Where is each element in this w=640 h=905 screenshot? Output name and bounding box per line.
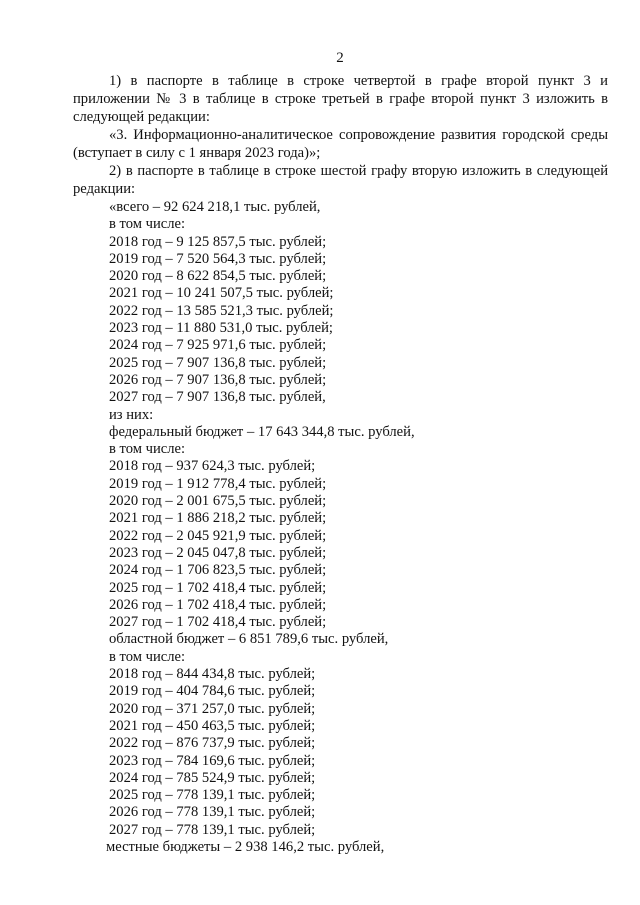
regional-budget-total: областной бюджет – 6 851 789,6 тыс. рублей, (109, 631, 389, 648)
of-which-label: из них: (109, 406, 154, 423)
funding-line: 2018 год – 937 624,3 тыс. рублей; (109, 458, 316, 475)
funding-line: 2025 год – 7 907 136,8 тыс. рублей; (109, 354, 327, 371)
federal-budget-total: федеральный бюджет – 17 643 344,8 тыс. рублей, (109, 423, 415, 440)
funding-line: 2024 год – 7 925 971,6 тыс. рублей; (109, 337, 327, 354)
quoted-item-3: «3. Информационно-аналитическое сопровождение развития городской среды (вступает в силу с 1 января 2023 года)»; (73, 127, 608, 161)
funding-line: 2022 год – 13 585 521,3 тыс. рублей; (109, 302, 334, 319)
document-body (73, 72, 608, 855)
funding-line: 2026 год – 778 139,1 тыс. рублей; (109, 804, 316, 821)
funding-line: 2020 год – 2 001 675,5 тыс. рублей; (109, 493, 327, 510)
funding-line: 2019 год – 7 520 564,3 тыс. рублей; (109, 250, 327, 267)
funding-list (73, 198, 608, 855)
funding-line: 2018 год – 844 434,8 тыс. рублей; (109, 666, 316, 683)
funding-line: 2023 год – 2 045 047,8 тыс. рублей; (109, 544, 327, 561)
funding-line: 2027 год – 7 907 136,8 тыс. рублей, (109, 389, 326, 406)
including-label: в том числе: (109, 441, 186, 458)
including-label: в том числе: (109, 216, 186, 233)
funding-line: 2022 год – 2 045 921,9 тыс. рублей; (109, 527, 327, 544)
funding-total: «всего – 92 624 218,1 тыс. рублей, (109, 199, 321, 215)
local-budgets-total: местные бюджеты – 2 938 146,2 тыс. рублей, (106, 838, 385, 855)
funding-line: 2018 год – 9 125 857,5 тыс. рублей; (109, 233, 327, 250)
funding-line: 2021 год – 450 463,5 тыс. рублей; (109, 717, 316, 734)
funding-line: 2021 год – 1 886 218,2 тыс. рублей; (109, 510, 327, 527)
funding-line: 2022 год – 876 737,9 тыс. рублей; (109, 735, 316, 752)
amendment-paragraph-1: 1) в паспорте в таблице в строке четвертой в графе второй пункт 3 и приложении № 3 в таблице в строке третьей в графе второй пункт 3 изложить в следующей редакции: (73, 73, 608, 125)
funding-line: 2023 год – 11 880 531,0 тыс. рублей; (109, 320, 333, 337)
amendment-paragraph-2: 2) в паспорте в таблице в строке шестой графу вторую изложить в следующей редакции: (73, 163, 608, 197)
funding-line: 2024 год – 785 524,9 тыс. рублей; (109, 769, 316, 786)
funding-line: 2020 год – 8 622 854,5 тыс. рублей; (109, 268, 327, 285)
including-label: в том числе: (109, 648, 186, 665)
funding-line: 2024 год – 1 706 823,5 тыс. рублей; (109, 562, 327, 579)
funding-line: 2027 год – 1 702 418,4 тыс. рублей; (109, 614, 327, 631)
funding-line: 2020 год – 371 257,0 тыс. рублей; (109, 700, 316, 717)
funding-line: 2019 год – 1 912 778,4 тыс. рублей; (109, 475, 327, 492)
funding-line: 2026 год – 1 702 418,4 тыс. рублей; (109, 596, 327, 613)
funding-line: 2025 год – 1 702 418,4 тыс. рублей; (109, 579, 327, 596)
funding-line: 2023 год – 784 169,6 тыс. рублей; (109, 752, 316, 769)
funding-line: 2025 год – 778 139,1 тыс. рублей; (109, 787, 316, 804)
funding-line: 2021 год – 10 241 507,5 тыс. рублей; (109, 285, 334, 302)
funding-line: 2026 год – 7 907 136,8 тыс. рублей; (109, 371, 327, 388)
funding-line: 2027 год – 778 139,1 тыс. рублей; (109, 821, 316, 838)
page-number: 2 (336, 50, 344, 66)
funding-line: 2019 год – 404 784,6 тыс. рублей; (109, 683, 316, 700)
